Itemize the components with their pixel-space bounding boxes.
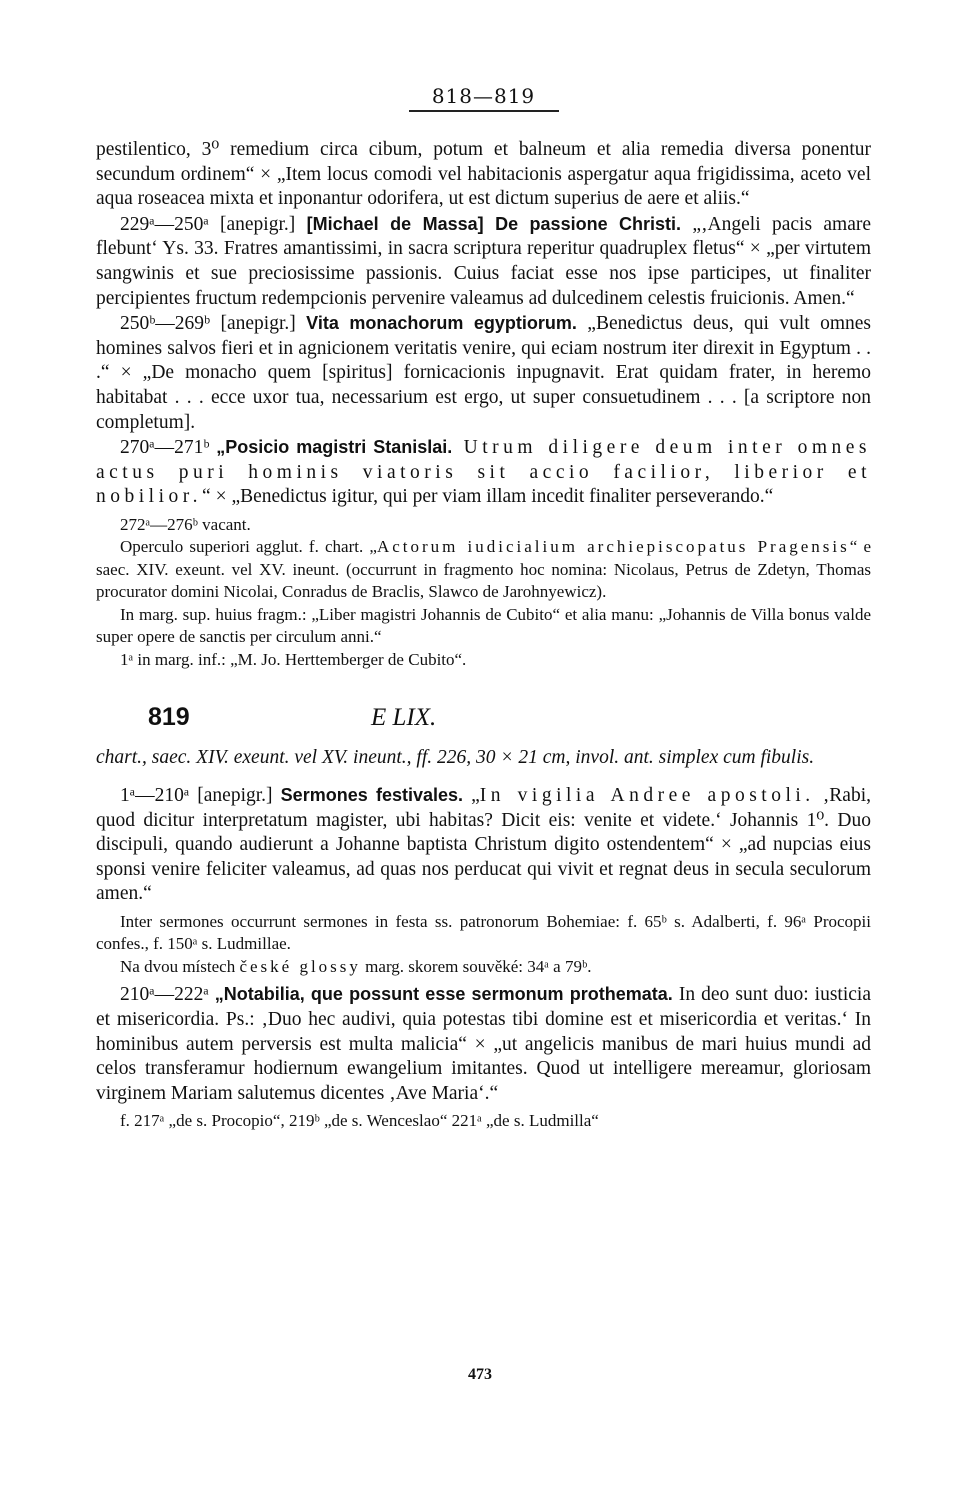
folio-ref: 270ᵃ—271ᵇ: [120, 437, 217, 459]
entry-818-paragraph: pestilentico, 3⁰ remedium circa cibum, potum et balneum et alia remedia diversa ponentur secundum ordinem“ × „Item locus comodi vel habitacionis aspergatur aqua frigidissima, aceto vel aqua roseacea mixta et inponantur odorifera, ut est dictum superius de aere et aliis.“: [96, 139, 871, 210]
note-operculum: [96, 536, 871, 604]
note-saints-folios: f. 217ᵃ „de s. Procopio“, 219ᵇ „de s. Wenceslao“ 221ᵃ „de s. Ludmilla“: [120, 1111, 599, 1131]
entry-819-item-sermones: [96, 783, 871, 907]
page-number: 473: [468, 1366, 492, 1383]
spaced-text: Actorum iudicialium archiepiscopatus Pragensis: [376, 537, 850, 557]
entry-819-heading: [96, 703, 871, 732]
folio-ref: 229ᵃ—250ᵃ [anepigr.]: [120, 213, 307, 235]
folio-ref: 210ᵃ—222ᵃ: [120, 984, 215, 1006]
note-text: “ e saec. XIV. exeunt. vel XV. ineunt. (occurrunt in fragmento hoc nomina: Nicolaus, Petrus de Zdetyn, Thomas procurator domini Nicolai, Conradus de Braclis, Slawco de Jarohnyewicz).: [96, 537, 872, 602]
entry-818-item-passione: [96, 212, 871, 311]
running-head: 818—819: [431, 84, 536, 108]
item-title: „Posicio magistri Stanislai.: [216, 437, 453, 458]
note-text: Na dvou místech: [120, 956, 240, 976]
note-text: Operculo superiori agglut. f. chart. „: [120, 537, 377, 557]
item-text: „: [463, 785, 480, 806]
note-margin-sup: In marg. sup. huius fragm.: „Liber magistri Johannis de Cubito“ et alia manu: „Johannis de Villa bonus valde super opere de sanctis per circulum anni.“: [96, 604, 871, 647]
item-text: In deo sunt duo: iusticia et misericordia. Ps.: ‚Duo hec audivi, quia potestas tibi domine est et misericordia et veritas.‘ In hominibus autem perversis est multa malicia“ × „ut angelicis manibus de mari huius mundi ad celos transferamur hodiernum ewangelium imitantes. Quod ut intelligere mereamur, gloriosam virginem Mariam salutemus dicentes ‚Ave Maria‘.“: [96, 984, 871, 1104]
entry-819-description: chart., saec. XIV. exeunt. vel XV. ineunt., ff. 226, 30 × 21 cm, invol. ant. simplex cum fibulis.: [96, 747, 815, 769]
shelfmark: E LIX.: [371, 704, 437, 732]
spaced-text: české glossy: [239, 956, 361, 976]
entry-number: 819: [148, 703, 190, 732]
note-text: marg. skorem souvěké: 34ᵃ a 79ᵇ.: [360, 956, 592, 976]
note-patrons: Inter sermones occurrunt sermones in festa ss. patronorum Bohemiae: f. 65ᵇ s. Adalberti, f. 96ᵃ Procopii confes., f. 150ᵃ s. Ludmillae.: [96, 911, 871, 954]
item-text: „‚Angeli pacis amare flebunt‘ Ys. 33. Fratres amantissimi, in sacra scriptura reperitur quadruplex fletus“ × „per virtutem sangwinis et sue preciosissime passionis. Cuius faciat esse nos ipse participes, ut finaliter percipientes fructum redempcionis pervenire valeamus ad dulcedinem celestis fruicionis. Amen.“: [96, 213, 872, 309]
folio-ref: 1ᵃ—210ᵃ [anepigr.]: [120, 785, 281, 806]
entry-819-item-notabilia: [96, 982, 871, 1106]
item-text: “ × „Benedictus igitur, qui per viam illam incedit finaliter perseverando.“: [202, 486, 774, 508]
entry-818-item-vita: [96, 311, 871, 435]
item-title: [Michael de Massa] De passione Christi.: [306, 213, 682, 234]
spaced-incipit: Utrum diligere deum inter omnes actus puri hominis viatoris sit accio facilior, liberior et nobilior.: [96, 437, 872, 508]
item-text: ‚Rabi, quod dicitur interpretatum magister, ubi habitas? Dicit eis: venite et videte.‘ Johannis 1⁰. Duo discipuli, quando audierunt a Johanne baptista Christum digito ostendentem“ × „ad nupcias eius sponsi venire feliciter valeamus, ad quas nos perducat qui vivit et regnat deus in secula seculorum amen.“: [96, 785, 871, 905]
header-rule: [409, 110, 559, 112]
folio-ref: 250ᵇ—269ᵇ [anepigr.]: [120, 313, 307, 335]
document-page: [96, 84, 871, 1133]
item-title: Sermones festivales.: [280, 785, 464, 805]
item-title: Vita monachorum egyptiorum.: [306, 313, 577, 334]
entry-818-item-posicio: [96, 435, 871, 510]
note-margin-inf: 1ᵃ in marg. inf.: „M. Jo. Herttemberger de Cubito“.: [120, 649, 467, 669]
item-text: „Benedictus deus, qui vult omnes homines salvos fieri et in agnicionem veritatis venire, qui eciam nostrum iter direxit in Egyptum . . .“ × „De monacho quem [spiritus] fornicacionis inpugnavit. Erat quidam frater, in heremo habitabat . . . ecce uxor tua, necessarium est ergo, ut super consuetudinem . . . [a scriptore non completum].: [96, 313, 871, 433]
note-czech-glosses: [96, 956, 871, 979]
spaced-incipit: In vigilia Andree apostoli.: [479, 785, 815, 806]
item-title: „Notabilia, que possunt esse sermonum prothemata.: [214, 984, 673, 1005]
note-vacant: 272ᵃ—276ᵇ vacant.: [120, 514, 251, 534]
